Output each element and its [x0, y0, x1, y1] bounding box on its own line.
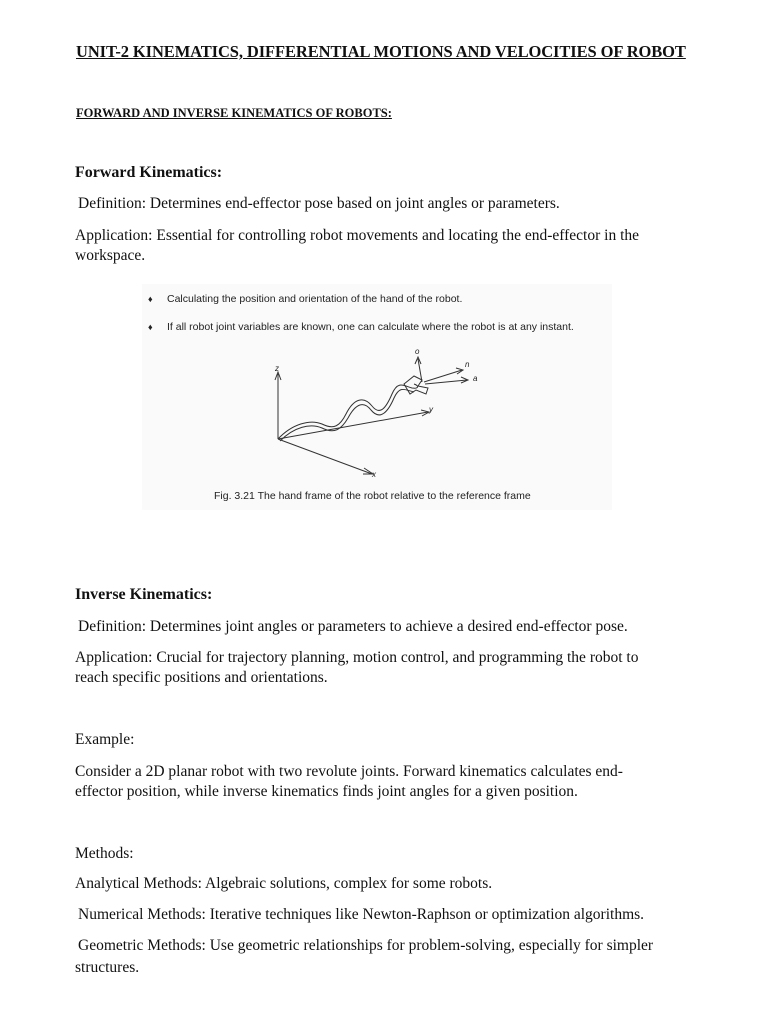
figure-bullet-1: Calculating the position and orientation of the hand of the robot.	[167, 293, 463, 305]
z-axis-label: z	[275, 364, 279, 373]
robot-arm-curve	[278, 384, 418, 439]
o-axis-label: o	[415, 347, 420, 356]
a-axis-label: a	[473, 374, 478, 383]
figure-bullet-2: If all robot joint variables are known, one can calculate where the robot is at any instant.	[167, 321, 574, 333]
methods-label: Methods:	[75, 845, 134, 862]
figure-caption: Fig. 3.21 The hand frame of the robot relative to the reference frame	[214, 490, 531, 502]
document-title: UNIT-2 KINEMATICS, DIFFERENTIAL MOTIONS AND VELOCITIES OF ROBOT	[76, 42, 686, 61]
example-line2: effector position, while inverse kinematics finds joint angles for a given position.	[75, 783, 578, 800]
x-axis-label: x	[372, 470, 376, 479]
y-axis-line	[278, 412, 428, 439]
inverse-definition: Definition: Determines joint angles or parameters to achieve a desired end-effector pose.	[78, 618, 628, 635]
x-axis-line	[278, 439, 372, 474]
robot-frame-diagram	[142, 284, 612, 510]
method-geometric-line1: Geometric Methods: Use geometric relationships for problem-solving, especially for simpler	[78, 937, 654, 954]
forward-application-line1: Application: Essential for controlling robot movements and locating the end-effector in the	[75, 227, 640, 244]
section-title: FORWARD AND INVERSE KINEMATICS OF ROBOTS:	[76, 106, 392, 120]
bullet-diamond-icon: ♦	[148, 294, 153, 304]
y-axis-label: y	[429, 405, 433, 414]
inverse-application-line1: Application: Crucial for trajectory planning, motion control, and programming the robot to	[75, 649, 639, 666]
forward-kinematics-heading: Forward Kinematics:	[75, 164, 223, 181]
inverse-application-line2: reach specific positions and orientations.	[75, 669, 328, 686]
example-line1: Consider a 2D planar robot with two revolute joints. Forward kinematics calculates end-	[75, 763, 623, 780]
method-geometric-line2: structures.	[75, 959, 140, 976]
bullet-diamond-icon: ♦	[148, 322, 153, 332]
a-axis-line	[425, 380, 467, 384]
forward-definition: Definition: Determines end-effector pose based on joint angles or parameters.	[78, 195, 560, 212]
n-axis-label: n	[465, 360, 470, 369]
method-numerical: Numerical Methods: Iterative techniques like Newton-Raphson or optimization algorithms.	[78, 906, 645, 923]
example-label: Example:	[75, 731, 135, 748]
robot-arm-curve-inner	[280, 389, 414, 441]
method-analytical: Analytical Methods: Algebraic solutions, complex for some robots.	[75, 875, 493, 892]
robot-frame-figure	[142, 284, 612, 510]
forward-application-line2: workspace.	[75, 247, 146, 264]
n-axis-line	[424, 370, 462, 382]
inverse-kinematics-heading: Inverse Kinematics:	[75, 586, 213, 603]
